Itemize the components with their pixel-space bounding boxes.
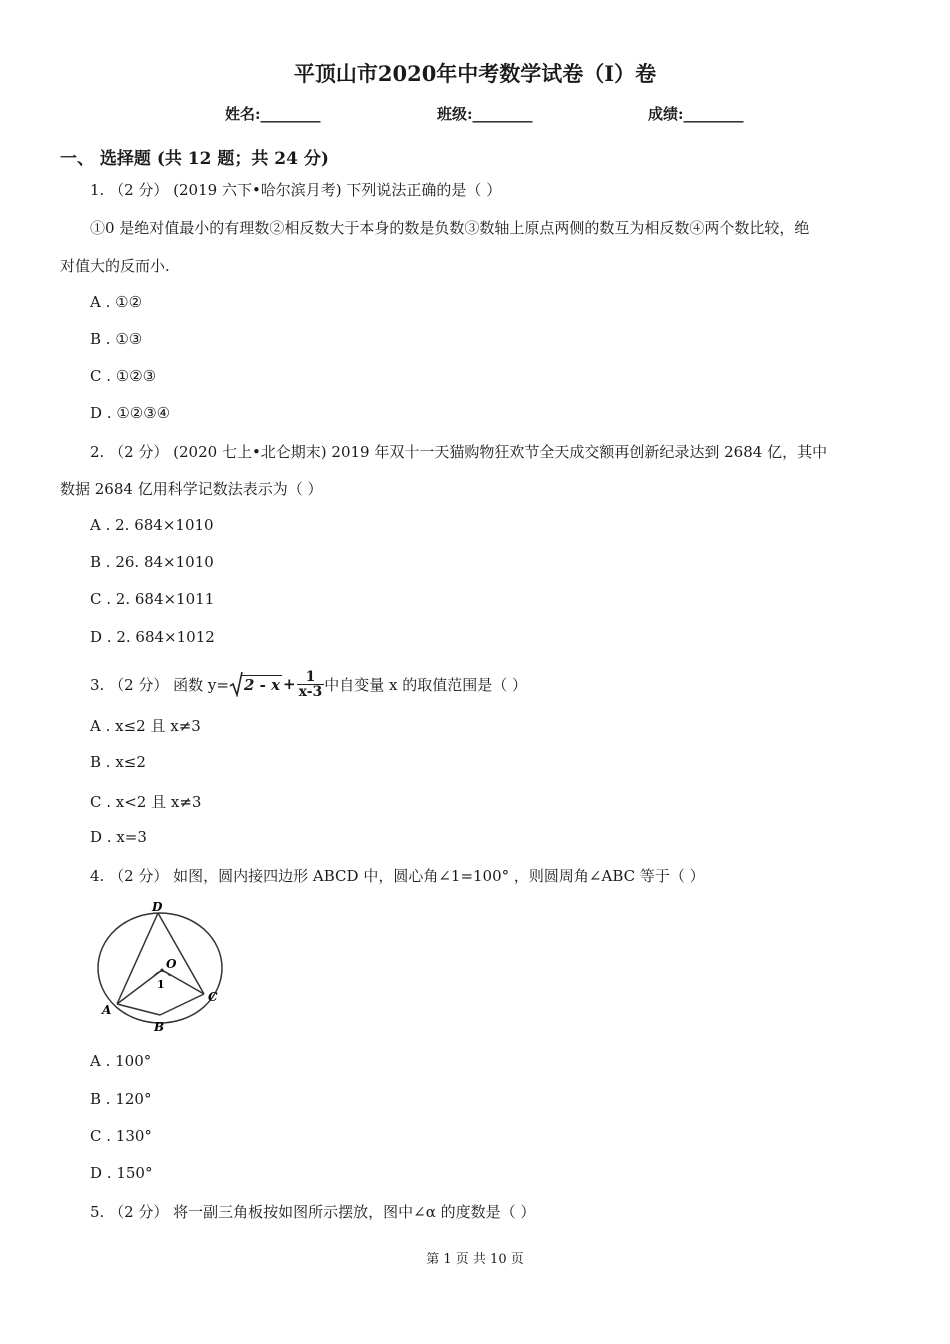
question-3-prefix: 3. （2 分） 函数 y=	[90, 675, 229, 694]
label-c: C	[208, 990, 218, 1004]
circle-figure	[90, 898, 230, 1038]
question-3-option-a: A . x≤2 且 x≠3	[90, 717, 201, 735]
formula	[229, 670, 324, 699]
question-3-option-d: D . x=3	[90, 828, 147, 846]
question-3-stem	[90, 664, 527, 704]
question-2-option-c: C . 2. 684×1011	[90, 590, 215, 608]
plus-sign: +	[283, 675, 296, 693]
fraction-denominator: x-3	[298, 683, 323, 700]
question-3-option-c: C . x<2 且 x≠3	[90, 793, 202, 811]
name-field: 姓名:________	[225, 105, 321, 123]
label-1: 1	[157, 978, 165, 991]
sqrt-content: 2 - x	[243, 675, 281, 694]
segment-dc	[158, 913, 204, 994]
question-2-option-a: A . 2. 684×1010	[90, 516, 214, 534]
question-1-option-a: A . ①②	[90, 293, 143, 311]
question-4-option-c: C . 130°	[90, 1127, 152, 1145]
question-1-option-d: D . ①②③④	[90, 404, 171, 422]
question-4-option-b: B . 120°	[90, 1090, 152, 1108]
score-field: 成绩:________	[648, 105, 744, 123]
question-1-option-b: B . ①③	[90, 330, 143, 348]
question-4-option-d: D . 150°	[90, 1164, 153, 1182]
page-title: 平顶山市2020年中考数学试卷（I）卷	[293, 61, 657, 86]
page-footer: 第 1 页 共 10 页	[426, 1252, 524, 1267]
label-o: O	[166, 957, 177, 971]
fraction	[297, 670, 325, 699]
question-3-option-b: B . x≤2	[90, 753, 146, 771]
question-1-line1: ①0 是绝对值最小的有理数②相反数大于本身的数是负数③数轴上原点两侧的数互为相反数④两个数比较，绝	[90, 219, 810, 237]
section-title: 一、 选择题 (共 12 题；共 24 分)	[60, 149, 329, 169]
label-d: D	[152, 900, 163, 914]
question-2-option-b: B . 26. 84×1010	[90, 553, 214, 571]
label-b: B	[154, 1020, 165, 1034]
segment-da	[117, 913, 158, 1004]
question-4-stem: 4. （2 分） 如图，圆内接四边形 ABCD 中，圆心角∠1=100° ，则圆周角∠ABC 等于（ ）	[90, 867, 705, 885]
question-1-stem: 1. （2 分） (2019 六下•哈尔滨月考) 下列说法正确的是（ ）	[90, 181, 502, 199]
question-1-option-c: C . ①②③	[90, 367, 157, 385]
question-3-suffix: 中自变量 x 的取值范围是（ ）	[324, 675, 528, 694]
question-1-line2: 对值大的反而小.	[60, 257, 170, 275]
angle-arc	[153, 971, 170, 977]
sqrt-sign	[229, 671, 243, 697]
fraction-numerator: 1	[305, 668, 316, 685]
circle-outline	[98, 913, 222, 1023]
question-4-option-a: A . 100°	[90, 1052, 152, 1070]
question-5-stem: 5. （2 分） 将一副三角板按如图所示摆放，图中∠α 的度数是（ ）	[90, 1203, 536, 1221]
label-a: A	[102, 1003, 112, 1017]
question-2-line1: 2. （2 分） (2020 七上•北仑期末) 2019 年双十一天猫购物狂欢节全天成交额再创新纪录达到 2684 亿，其中	[90, 443, 828, 461]
class-field: 班级:________	[437, 105, 533, 123]
center-point	[161, 969, 164, 972]
question-2-line2: 数据 2684 亿用科学记数法表示为（ ）	[60, 480, 323, 498]
question-2-option-d: D . 2. 684×1012	[90, 628, 215, 646]
